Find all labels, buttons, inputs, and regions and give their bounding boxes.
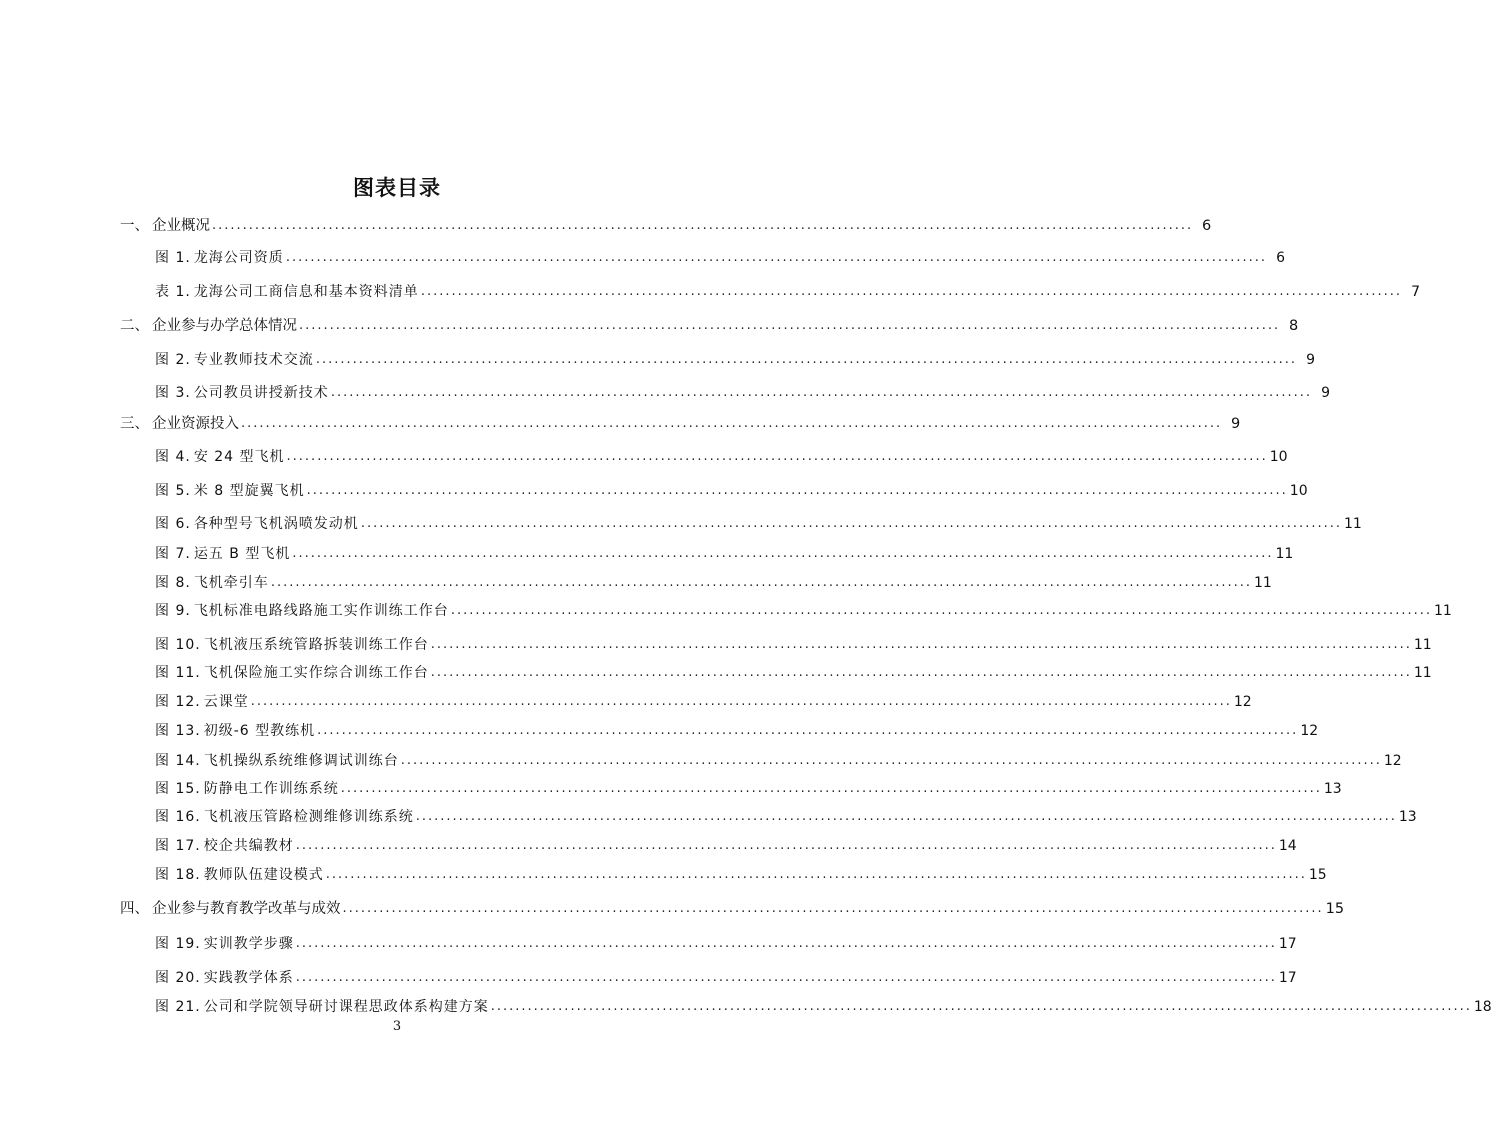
entry-number: 图 10. (155, 637, 201, 653)
entry-page-number: 8 (1288, 318, 1299, 334)
entry-number: 图 16. (155, 809, 201, 825)
entry-number: 图 7. (155, 546, 191, 562)
entry-page-number: 11 (1275, 546, 1294, 562)
entry-label: 校企共编教材 (203, 838, 294, 854)
toc-figure-entry[interactable] (155, 718, 1319, 744)
dot-leader: ................................................................................................................................................................ (286, 449, 1268, 464)
entry-number: 图 11. (155, 665, 201, 681)
entry-label: 实训教学步骤 (203, 936, 294, 952)
entry-page-number: 13 (1323, 781, 1342, 797)
entry-number: 图 13. (155, 723, 201, 739)
toc-figure-entry[interactable] (155, 833, 1297, 859)
entry-page-number: 12 (1233, 694, 1252, 710)
entry-number: 图 12. (155, 694, 201, 710)
entry-label: 飞机标准电路线路施工实作训练工作台 (193, 603, 449, 619)
dot-leader: ................................................................................................................................................................ (325, 867, 1307, 882)
entry-page-number: 6 (1276, 250, 1285, 266)
toc-figure-entry[interactable] (155, 279, 1420, 305)
toc-figure-entry[interactable] (155, 748, 1402, 774)
entry-number: 表 1. (155, 284, 191, 300)
entry-number: 图 18. (155, 867, 201, 883)
entry-number: 四、 (120, 901, 149, 917)
toc-section-entry[interactable] (120, 411, 1241, 437)
entry-page-number: 10 (1289, 483, 1308, 499)
entry-number: 图 21. (155, 999, 201, 1015)
entry-number: 一、 (120, 218, 149, 234)
entry-page-number: 15 (1308, 867, 1327, 883)
dot-leader: ................................................................................................................................................................ (299, 318, 1281, 333)
entry-page-number: 11 (1343, 516, 1362, 532)
entry-page-number: 9 (1230, 416, 1241, 432)
entry-number: 图 19. (155, 936, 201, 952)
entry-label: 实践教学体系 (203, 970, 294, 986)
entry-label: 教师队伍建设模式 (203, 867, 324, 883)
dot-leader: ................................................................................................................................................................ (340, 781, 1322, 796)
dot-leader: ................................................................................................................................................................ (285, 250, 1267, 265)
entry-number: 图 15. (155, 781, 201, 797)
dot-leader: ................................................................................................................................................................ (315, 352, 1297, 367)
entry-page-number: 10 (1269, 449, 1288, 465)
dot-leader: ................................................................................................................................................................ (450, 603, 1432, 618)
dot-leader: ................................................................................................................................................................ (360, 516, 1342, 531)
entry-label: 飞机操纵系统维修调试训练台 (203, 753, 399, 769)
page-title: 图表目录 (353, 176, 441, 200)
entry-page-number: 17 (1278, 936, 1297, 952)
entry-page-number: 9 (1306, 352, 1315, 368)
entry-label: 各种型号飞机涡喷发动机 (193, 516, 359, 532)
entry-number: 图 9. (155, 603, 191, 619)
dot-leader: ................................................................................................................................................................ (292, 546, 1274, 561)
dot-leader: ................................................................................................................................................................ (295, 936, 1277, 951)
entry-label: 飞机液压管路检测维修训练系统 (203, 809, 414, 825)
entry-label: 专业教师技术交流 (193, 352, 314, 368)
dot-leader: ................................................................................................................................................................ (342, 901, 1324, 916)
entry-number: 图 8. (155, 575, 191, 591)
page-number: 3 (392, 1019, 402, 1034)
entry-label: 飞机牵引车 (193, 575, 269, 591)
entry-number: 图 6. (155, 516, 191, 532)
entry-page-number: 11 (1433, 603, 1452, 619)
dot-leader: ................................................................................................................................................................ (490, 999, 1472, 1014)
toc-figure-entry[interactable] (155, 570, 1272, 596)
toc-figure-entry[interactable] (155, 776, 1342, 802)
dot-leader: ................................................................................................................................................................ (400, 753, 1382, 768)
entry-number: 图 14. (155, 753, 201, 769)
entry-number: 图 2. (155, 352, 191, 368)
entry-number: 图 4. (155, 449, 191, 465)
entry-page-number: 11 (1253, 575, 1272, 591)
dot-leader: ................................................................................................................................................................ (415, 809, 1397, 824)
toc-section-entry[interactable] (120, 896, 1345, 922)
entry-number: 二、 (120, 318, 149, 334)
entry-page-number: 17 (1278, 970, 1297, 986)
toc-figure-entry[interactable] (155, 931, 1297, 957)
entry-label: 初级-6 型教练机 (203, 723, 316, 739)
dot-leader: ................................................................................................................................................................ (317, 723, 1299, 738)
entry-label: 安 24 型飞机 (193, 449, 285, 465)
toc-figure-entry[interactable] (155, 660, 1432, 686)
entry-label: 运五 B 型飞机 (193, 546, 291, 562)
toc-figure-entry[interactable] (155, 245, 1285, 271)
entry-number: 图 5. (155, 483, 191, 499)
entry-page-number: 13 (1398, 809, 1417, 825)
toc-figure-entry[interactable] (155, 632, 1432, 658)
entry-label: 企业概况 (152, 218, 210, 234)
toc-figure-entry[interactable] (155, 380, 1330, 406)
toc-figure-entry[interactable] (155, 689, 1252, 715)
entry-label: 企业资源投入 (152, 416, 239, 432)
entry-number: 图 3. (155, 385, 191, 401)
dot-leader: ................................................................................................................................................................ (295, 838, 1277, 853)
toc-figure-entry[interactable] (155, 804, 1417, 830)
entry-number: 三、 (120, 416, 149, 432)
dot-leader: ................................................................................................................................................................ (241, 416, 1223, 431)
toc-figure-entry[interactable] (155, 598, 1452, 624)
entry-number: 图 20. (155, 970, 201, 986)
entry-label: 飞机液压系统管路拆装训练工作台 (203, 637, 429, 653)
entry-page-number: 11 (1413, 665, 1432, 681)
entry-page-number: 6 (1201, 218, 1212, 234)
toc-figure-entry[interactable] (155, 478, 1308, 504)
dot-leader: ................................................................................................................................................................ (306, 483, 1288, 498)
entry-page-number: 14 (1278, 838, 1297, 854)
dot-leader: ................................................................................................................................................................ (270, 575, 1252, 590)
toc-figure-entry[interactable] (155, 994, 1492, 1020)
toc-figure-entry[interactable] (155, 347, 1315, 373)
entry-page-number: 15 (1325, 901, 1345, 917)
entry-page-number: 11 (1413, 637, 1432, 653)
entry-label: 公司和学院领导研讨课程思政体系构建方案 (203, 999, 489, 1015)
entry-label: 飞机保险施工实作综合训练工作台 (203, 665, 429, 681)
dot-leader: ................................................................................................................................................................ (295, 970, 1277, 985)
entry-label: 企业参与办学总体情况 (152, 318, 297, 334)
toc-figure-entry[interactable] (155, 511, 1362, 537)
toc-figure-entry[interactable] (155, 541, 1294, 567)
entry-label: 防静电工作训练系统 (203, 781, 339, 797)
entry-label: 公司教员讲授新技术 (193, 385, 329, 401)
entry-page-number: 7 (1411, 284, 1420, 300)
toc-section-entry[interactable] (120, 313, 1299, 339)
toc-figure-entry[interactable] (155, 862, 1327, 888)
toc-figure-entry[interactable] (155, 444, 1288, 470)
entry-number: 图 17. (155, 838, 201, 854)
entry-label: 企业参与教育教学改革与成效 (152, 901, 341, 917)
entry-page-number: 12 (1383, 753, 1402, 769)
dot-leader: ................................................................................................................................................................ (330, 385, 1312, 400)
dot-leader: ................................................................................................................................................................ (212, 218, 1194, 233)
entry-label: 龙海公司工商信息和基本资料清单 (193, 284, 419, 300)
toc-figure-entry[interactable] (155, 965, 1297, 991)
entry-label: 云课堂 (203, 694, 249, 710)
dot-leader: ................................................................................................................................................................ (430, 665, 1412, 680)
dot-leader: ................................................................................................................................................................ (420, 284, 1402, 299)
entry-label: 龙海公司资质 (193, 250, 284, 266)
toc-section-entry[interactable] (120, 213, 1212, 239)
entry-number: 图 1. (155, 250, 191, 266)
entry-page-number: 12 (1300, 723, 1319, 739)
entry-page-number: 9 (1321, 385, 1330, 401)
dot-leader: ................................................................................................................................................................ (250, 694, 1232, 709)
entry-page-number: 18 (1473, 999, 1492, 1015)
entry-label: 米 8 型旋翼飞机 (193, 483, 305, 499)
dot-leader: ................................................................................................................................................................ (430, 637, 1412, 652)
